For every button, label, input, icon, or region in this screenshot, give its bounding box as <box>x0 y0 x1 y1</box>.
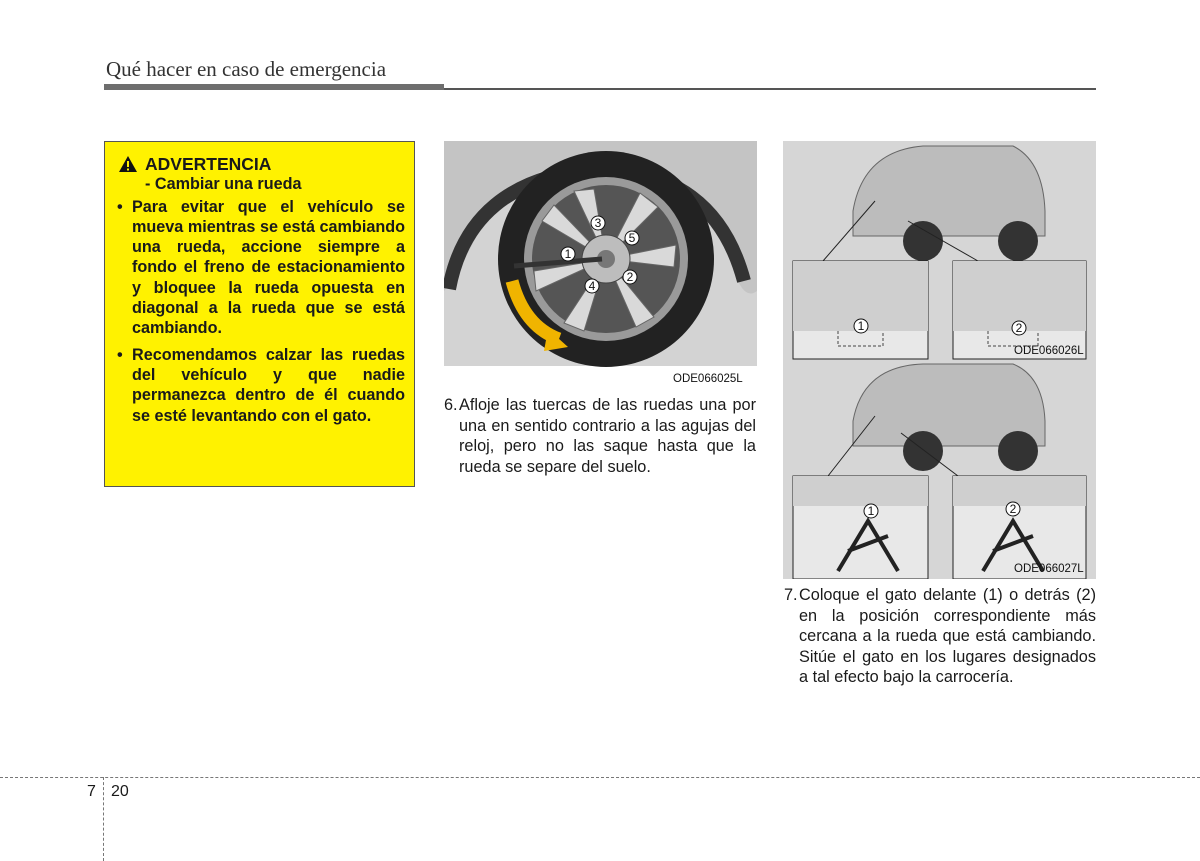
jack-placed-illustration <box>783 361 1096 579</box>
figure-code: ODE066027L <box>1014 563 1084 575</box>
step-number: 6. <box>444 396 458 414</box>
warning-triangle-icon <box>118 155 138 173</box>
header-rule-thin <box>444 88 1096 90</box>
chapter-number: 7 <box>87 783 96 800</box>
warning-heading <box>118 154 405 174</box>
wheel-illustration <box>444 141 757 389</box>
footer-divider <box>0 777 1200 778</box>
lug-label: 4 <box>588 279 596 293</box>
lug-label: 5 <box>628 231 636 245</box>
jack-point-label: 1 <box>867 504 875 518</box>
jack-placed-figure <box>783 361 1096 579</box>
lug-label: 2 <box>626 270 634 284</box>
warning-subtitle: - Cambiar una rueda <box>145 175 302 194</box>
jack-points-illustration <box>783 141 1096 361</box>
jack-point-label: 2 <box>1015 321 1023 335</box>
step-body: Afloje las tuercas de las ruedas una por una en sentido contrario a las agujas del reloj, pero no las saque hasta que la rueda se separe del suelo. <box>459 396 756 476</box>
step-number: 7. <box>784 586 798 604</box>
figure-code: ODE066026L <box>1014 345 1084 357</box>
footer-divider-vertical <box>103 777 104 861</box>
section-title: Qué hacer en caso de emergencia <box>106 57 387 81</box>
warning-list <box>115 197 405 426</box>
warning-item: • Recomendamos calzar las ruedas del vehículo y que nadie permanezca dentro de él cuando se esté levantando con el gato. <box>115 345 405 426</box>
header-rule-thick <box>104 84 444 90</box>
warning-box <box>104 141 415 487</box>
page-number: 20 <box>111 783 129 800</box>
jack-point-label: 2 <box>1009 502 1017 516</box>
warning-item: • Para evitar que el vehículo se mueva mientras se está cambiando una rueda, accione siempre a fondo el freno de estacionamiento y bloquee la rueda opuesta en diagonal a la rueda que se está cambiando. <box>115 197 405 339</box>
warning-title: ADVERTENCIA <box>145 154 272 174</box>
figure-code: ODE066025L <box>673 373 743 385</box>
wheel-lug-nut-figure <box>444 141 757 389</box>
jack-points-figure <box>783 141 1096 361</box>
lug-label: 3 <box>594 216 602 230</box>
step-7 <box>784 585 1096 688</box>
step-body: Coloque el gato delante (1) o detrás (2) en la posición correspondiente más cercana a la rueda que está cambiando. Sitúe el gato en los lugares designados a tal efecto bajo la carrocería. <box>799 586 1096 686</box>
lug-label: 1 <box>564 247 572 261</box>
jack-point-label: 1 <box>857 319 865 333</box>
step-6 <box>444 395 756 477</box>
